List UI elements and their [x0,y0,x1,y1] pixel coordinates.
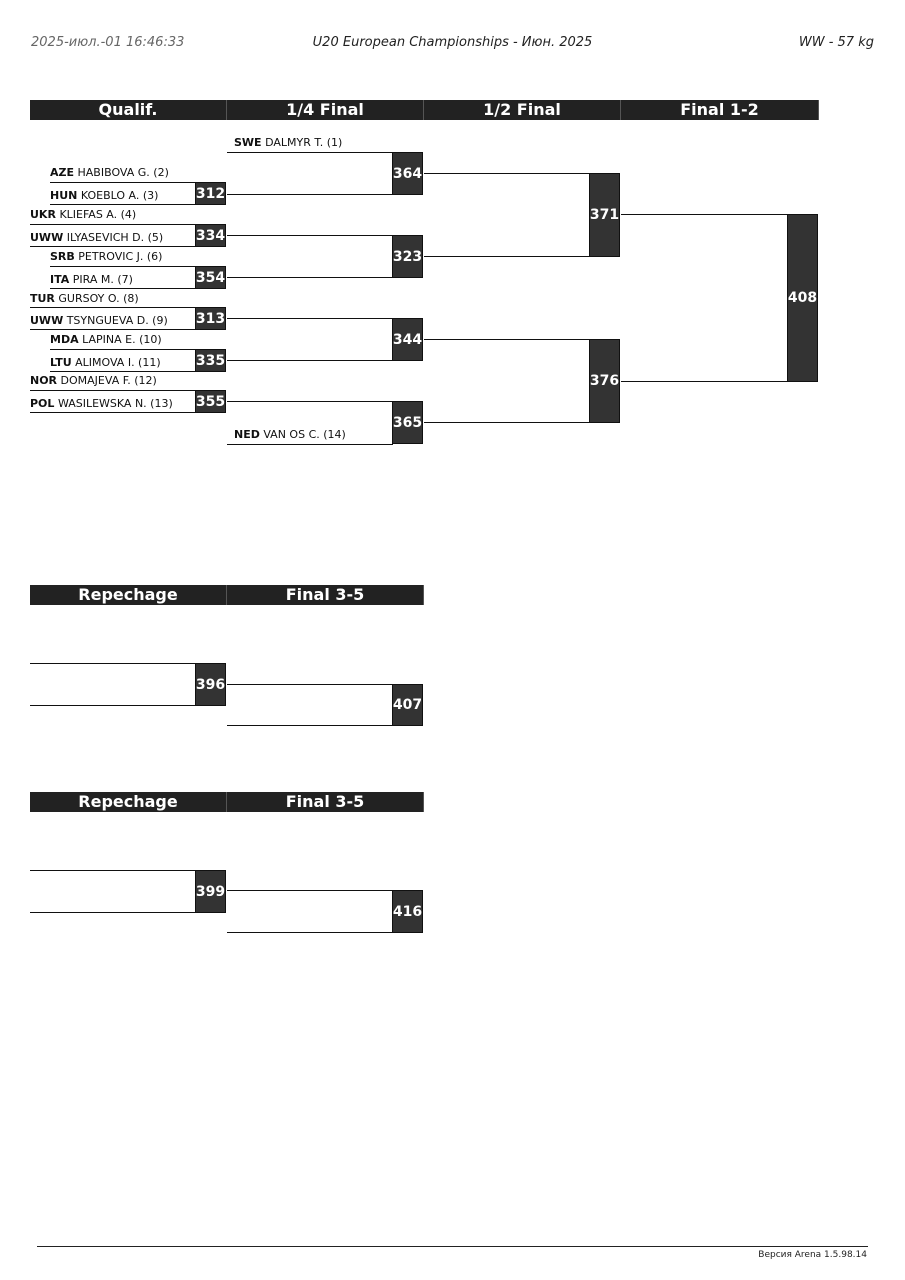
competitor-10 [50,333,162,347]
match-box-qualif[interactable]: 335 [195,349,226,372]
bracket-line [227,235,393,236]
competitor-12 [30,374,157,388]
column-header-quarter-final: 1/4 Final [227,100,424,120]
country-code: UKR [30,208,56,221]
competitor-1 [234,136,342,150]
competitor-name: WASILEWSKA N. (13) [57,397,173,410]
competitor-13 [30,397,173,411]
competitor-name: HABIBOVA G. (2) [77,166,169,179]
column-header-final-3-5: Final 3-5 [227,792,424,812]
bracket-line [30,246,195,247]
match-box-quarter-final[interactable]: 344 [392,318,423,361]
bracket-line [227,277,393,278]
country-code: NOR [30,374,58,387]
country-code: NED [234,428,260,441]
bracket-line [621,381,787,382]
bracket-line [30,329,195,330]
bracket-line [227,318,393,319]
competitor-name: TSYNGUEVA D. (9) [66,314,168,327]
bracket-line [30,870,195,871]
match-box-repechage[interactable]: 399 [195,870,226,913]
competitor-name: DOMAJEVA F. (12) [60,374,157,387]
competitor-6 [50,250,162,264]
match-box-qualif[interactable]: 334 [195,224,226,247]
bracket-line [621,214,787,215]
competitor-2 [50,166,169,180]
column-header-final-3-5: Final 3-5 [227,585,424,605]
bracket-line [30,912,195,913]
match-box-semi-final[interactable]: 376 [589,339,620,423]
country-code: AZE [50,166,75,179]
match-box-qualif[interactable]: 313 [195,307,226,330]
bracket-line [30,307,195,308]
match-box-semi-final[interactable]: 371 [589,173,620,257]
print-timestamp: 2025-июл.-01 16:46:33 [31,35,185,50]
bracket-line [227,401,393,402]
match-box-bronze-final[interactable]: 407 [392,684,423,726]
competitor-name: LAPINA E. (10) [82,333,162,346]
match-box-qualif[interactable]: 355 [195,390,226,413]
competitor-11 [50,356,161,370]
competitor-5 [30,231,163,245]
bracket-line [227,194,393,195]
bracket-line [50,204,195,205]
bracket-line [227,360,393,361]
country-code: POL [30,397,55,410]
competitor-name: PETROVIC J. (6) [78,250,163,263]
bracket-line [30,224,195,225]
competitor-14 [234,428,346,442]
bracket-line [50,371,195,372]
country-code: UWW [30,231,64,244]
competitor-name: ILYASEVICH D. (5) [66,231,164,244]
bracket-line [30,705,195,706]
bracket-line [50,182,195,183]
bracket-line [424,256,590,257]
match-box-final[interactable]: 408 [787,214,818,382]
column-header-qualif: Qualif. [30,100,227,120]
match-box-qualif[interactable]: 354 [195,266,226,289]
country-code: UWW [30,314,64,327]
version-label: Версия Arena 1.5.98.14 [758,1250,867,1260]
country-code: TUR [30,292,55,305]
country-code: LTU [50,356,72,369]
bracket-line [227,725,393,726]
bracket-line [227,684,393,685]
match-box-quarter-final[interactable]: 364 [392,152,423,195]
competitor-name: ALIMOVA I. (11) [75,356,161,369]
match-box-bronze-final[interactable]: 416 [392,890,423,933]
bracket-line [227,932,393,933]
competitor-name: KLIEFAS A. (4) [59,208,137,221]
country-code: HUN [50,189,78,202]
bracket-line [424,422,590,423]
competitor-3 [50,189,158,203]
column-header-repechage: Repechage [30,792,227,812]
bracket-line [30,412,195,413]
competitor-name: GURSOY O. (8) [58,292,139,305]
bracket-line [227,152,393,153]
competitor-4 [30,208,136,222]
weight-category: WW - 57 kg [798,35,874,50]
country-code: SWE [234,136,262,149]
bracket-line [30,390,195,391]
footer-divider [37,1246,868,1247]
country-code: ITA [50,273,70,286]
match-box-repechage[interactable]: 396 [195,663,226,706]
bracket-line [227,444,393,445]
column-header-final: Final 1-2 [621,100,819,120]
competitor-name: VAN OS C. (14) [263,428,346,441]
column-header-repechage: Repechage [30,585,227,605]
event-title: U20 European Championships - Июн. 2025 [312,35,593,50]
country-code: MDA [50,333,79,346]
competitor-name: PIRA M. (7) [72,273,133,286]
competitor-8 [30,292,139,306]
bracket-line [50,288,195,289]
bracket-line [30,663,195,664]
competitor-7 [50,273,133,287]
competitor-9 [30,314,168,328]
competitor-name: KOEBLO A. (3) [80,189,159,202]
bracket-line [50,266,195,267]
match-box-quarter-final[interactable]: 365 [392,401,423,444]
bracket-line [424,339,590,340]
bracket-line [227,890,393,891]
match-box-qualif[interactable]: 312 [195,182,226,205]
country-code: SRB [50,250,75,263]
bracket-line [424,173,590,174]
bracket-line [50,349,195,350]
match-box-quarter-final[interactable]: 323 [392,235,423,278]
competitor-name: DALMYR T. (1) [265,136,343,149]
column-header-semi-final: 1/2 Final [424,100,621,120]
